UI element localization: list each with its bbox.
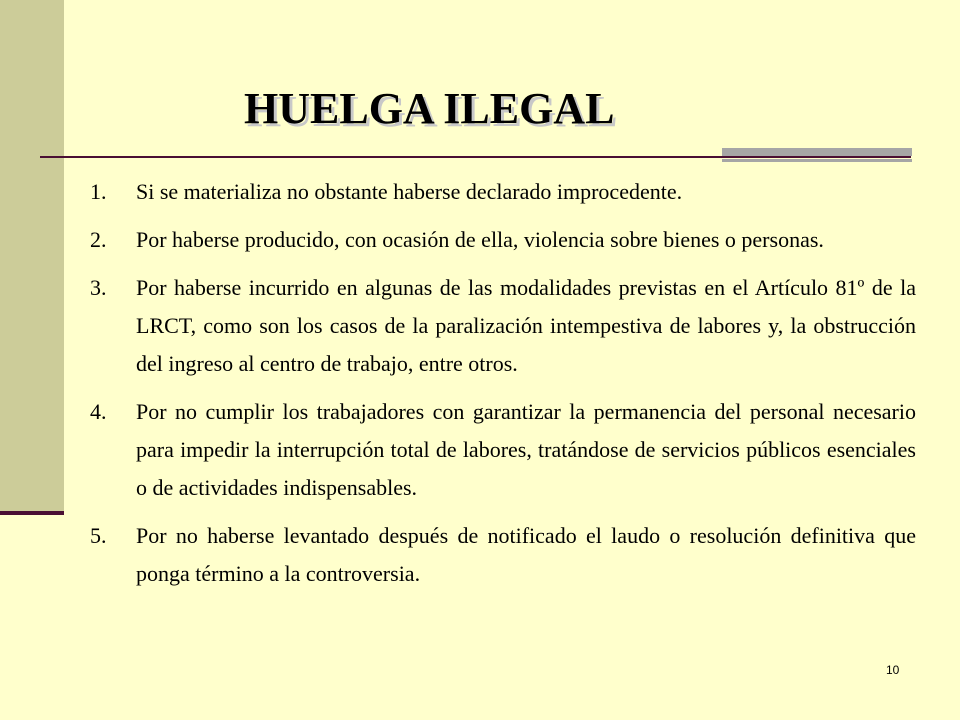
list-item bbox=[90, 517, 916, 593]
list-item-text: Por no cumplir los trabajadores con garantizar la permanencia del personal necesario para impedir la interrupción total de labores, tratándose de servicios públicos esenciales o de actividades indispensables. bbox=[136, 399, 916, 500]
list-item-number: 3. bbox=[90, 275, 107, 300]
list-item-number: 2. bbox=[90, 227, 107, 252]
list-item bbox=[90, 173, 916, 211]
list-item bbox=[90, 221, 916, 259]
title-rule-accent bbox=[722, 148, 912, 156]
list-item-text: Por no haberse levantado después de notificado el laudo o resolución definitiva que ponga término a la controversia. bbox=[136, 523, 916, 586]
list-item bbox=[90, 269, 916, 383]
list-item-number: 5. bbox=[90, 523, 107, 548]
list-item-text: Por haberse incurrido en algunas de las modalidades previstas en el Artículo 81º de la LRCT, como son los casos de la paralización intempestiva de labores y, la obstrucción del ingreso al centro de trabajo, entre otros. bbox=[136, 275, 916, 376]
side-band-divider bbox=[0, 511, 64, 515]
title-rule-accent-lower bbox=[722, 159, 912, 162]
list-item-number: 1. bbox=[90, 179, 107, 204]
page-number: 10 bbox=[886, 663, 900, 677]
slide-title: HUELGA ILEGAL bbox=[244, 84, 615, 133]
list-item bbox=[90, 393, 916, 507]
list-item-text: Si se materializa no obstante haberse declarado improcedente. bbox=[136, 179, 683, 204]
list-item-number: 4. bbox=[90, 399, 107, 424]
title-rule bbox=[40, 156, 911, 158]
causes-list bbox=[90, 173, 916, 603]
list-item-text: Por haberse producido, con ocasión de ella, violencia sobre bienes o personas. bbox=[136, 227, 824, 252]
side-band bbox=[0, 0, 64, 511]
